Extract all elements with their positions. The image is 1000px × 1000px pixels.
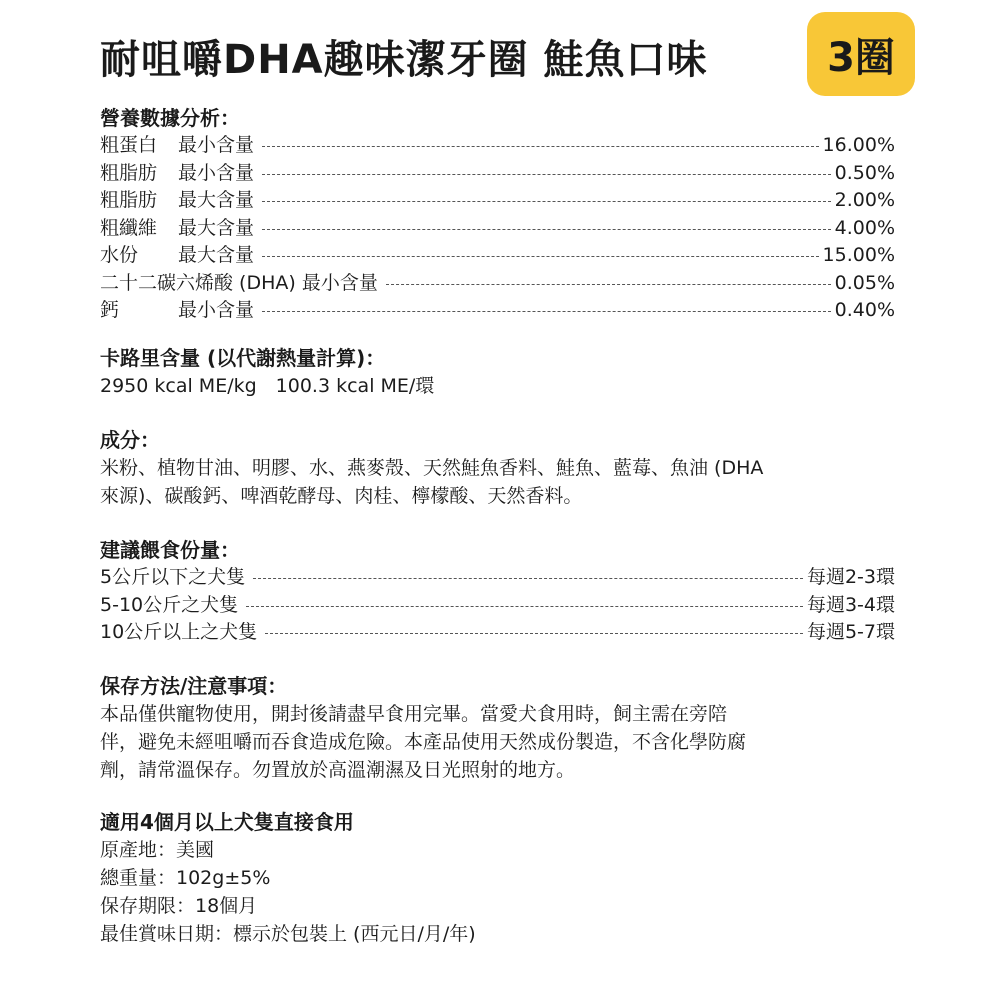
nutrition-row bbox=[100, 297, 895, 325]
leader-dashes bbox=[262, 311, 831, 312]
nutrient-value: 4.00% bbox=[834, 216, 895, 239]
best-before: 最佳賞味日期：標示於包裝上 (西元日/月/年) bbox=[100, 923, 476, 945]
calories-value: 2950 kcal ME/kg 100.3 kcal ME/環 bbox=[100, 375, 435, 397]
net-weight: 總重量：102g±5% bbox=[100, 867, 271, 889]
nutrient-qualifier: 最小含量 bbox=[178, 161, 255, 184]
feeding-row bbox=[100, 592, 895, 620]
storage-line: 本品僅供寵物使用，開封後請盡早食用完畢。當愛犬食用時，飼主需在旁陪 bbox=[100, 703, 728, 725]
nutrient-name: 粗脂肪 bbox=[100, 161, 158, 184]
nutrition-row bbox=[100, 187, 895, 215]
nutrient-name: 二十二碳六烯酸 (DHA) bbox=[100, 271, 296, 294]
leader-dashes bbox=[262, 229, 831, 230]
feeding-heading: 建議餵食份量： bbox=[100, 538, 240, 562]
leader-dashes bbox=[262, 256, 819, 257]
leader-dashes bbox=[262, 146, 819, 147]
leader-dashes bbox=[386, 284, 831, 285]
nutrient-name: 粗脂肪 bbox=[100, 189, 158, 211]
nutrient-value: 2.00% bbox=[834, 189, 895, 211]
storage-section bbox=[100, 672, 895, 784]
feeding-amount: 每週2-3環 bbox=[806, 566, 895, 588]
ingredients-line: 來源)、碳酸鈣、啤酒乾酵母、肉桂、檸檬酸、天然香料。 bbox=[100, 485, 583, 507]
info-section bbox=[100, 808, 895, 948]
origin: 原產地：美國 bbox=[100, 839, 215, 861]
ingredients-heading: 成分： bbox=[100, 428, 160, 452]
feeding-row bbox=[100, 564, 895, 592]
nutrient-qualifier: 最大含量 bbox=[178, 216, 255, 239]
nutrient-qualifier: 最小含量 bbox=[178, 299, 255, 321]
nutrient-qualifier: 最大含量 bbox=[178, 244, 255, 266]
leader-dashes bbox=[262, 174, 831, 175]
feeding-amount: 每週3-4環 bbox=[806, 593, 895, 616]
leader-dashes bbox=[265, 633, 803, 634]
nutrient-value: 15.00% bbox=[822, 244, 895, 266]
feeding-weight: 5-10公斤之犬隻 bbox=[100, 593, 239, 616]
nutrient-qualifier: 最大含量 bbox=[178, 189, 255, 211]
shelf-life: 保存期限：18個月 bbox=[100, 895, 258, 917]
nutrient-value: 0.40% bbox=[834, 299, 895, 321]
feeding-weight: 5公斤以下之犬隻 bbox=[100, 566, 246, 588]
leader-dashes bbox=[253, 578, 803, 579]
nutrition-row bbox=[100, 215, 895, 243]
nutrition-row bbox=[100, 132, 895, 160]
nutrition-row bbox=[100, 270, 895, 298]
storage-heading: 保存方法/注意事項： bbox=[100, 674, 288, 698]
nutrient-value: 0.50% bbox=[834, 161, 895, 184]
quantity-badge: 3圈 bbox=[807, 12, 915, 96]
calories-section bbox=[100, 344, 895, 400]
nutrition-section bbox=[100, 104, 895, 325]
nutrient-qualifier: 最小含量 bbox=[301, 271, 378, 294]
nutrient-name: 水份 bbox=[100, 244, 139, 266]
feeding-section bbox=[100, 536, 895, 647]
feeding-amount: 每週5-7環 bbox=[806, 621, 895, 643]
leader-dashes bbox=[262, 201, 831, 202]
info-heading: 適用4個月以上犬隻直接食用 bbox=[100, 810, 354, 834]
product-title: 耐咀嚼DHA趣味潔牙圈 鮭魚口味 bbox=[100, 37, 708, 83]
ingredients-line: 米粉、植物甘油、明膠、水、燕麥殼、天然鮭魚香料、鮭魚、藍莓、魚油 (DHA bbox=[100, 457, 764, 479]
nutrient-value: 16.00% bbox=[822, 134, 895, 156]
nutrient-value: 0.05% bbox=[834, 271, 895, 294]
title-row bbox=[100, 14, 915, 104]
feeding-weight: 10公斤以上之犬隻 bbox=[100, 621, 258, 643]
calories-heading: 卡路里含量 (以代謝熱量計算)： bbox=[100, 346, 386, 370]
nutrition-row bbox=[100, 242, 895, 270]
storage-line: 伴，避免未經咀嚼而吞食造成危險。本產品使用天然成份製造，不含化學防腐 bbox=[100, 731, 747, 753]
nutrient-name: 粗纖維 bbox=[100, 216, 158, 239]
leader-dashes bbox=[246, 606, 803, 607]
nutrient-name: 粗蛋白 bbox=[100, 134, 158, 156]
nutrient-name: 鈣 bbox=[100, 299, 120, 321]
ingredients-section bbox=[100, 426, 895, 510]
nutrition-heading: 營養數據分析： bbox=[100, 106, 240, 130]
feeding-row bbox=[100, 619, 895, 647]
storage-line: 劑，請常溫保存。勿置放於高溫潮濕及日光照射的地方。 bbox=[100, 759, 576, 781]
nutrition-row bbox=[100, 160, 895, 188]
nutrient-qualifier: 最小含量 bbox=[178, 134, 255, 156]
